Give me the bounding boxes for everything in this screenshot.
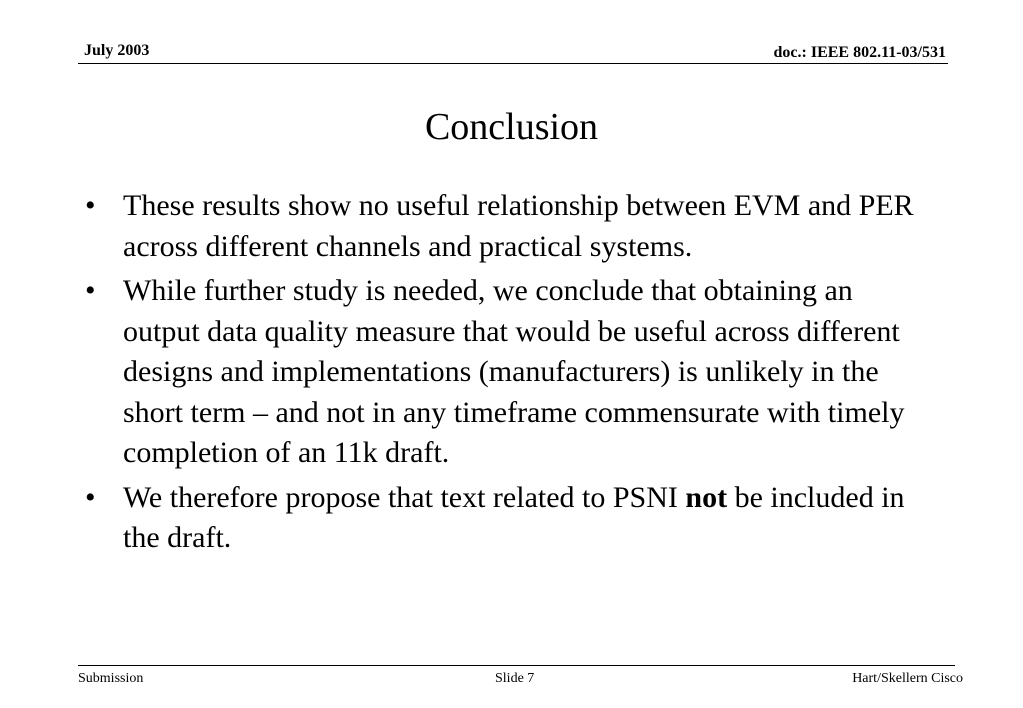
footer-submission: Submission — [78, 671, 144, 686]
bullet-text — [123, 481, 905, 555]
slide-title: Conclusion — [424, 106, 599, 148]
bullet-text-before: We therefore propose that text related to PSNI — [123, 480, 686, 514]
bullet-list — [85, 186, 935, 563]
bullet-text-after: be included in the draft. — [123, 480, 905, 554]
header-date: July 2003 — [84, 42, 150, 59]
bullet-marker: • — [85, 189, 96, 222]
footer-authors: Hart/Skellern Cisco — [852, 671, 963, 686]
bullet-marker: • — [85, 274, 96, 307]
bullet-item — [85, 478, 935, 559]
header-divider — [78, 63, 948, 64]
bullet-text: While further study is needed, we conclude that obtaining an output data quality measure that would be useful across different designs and implementations (manufacturers) is unlikely in the short term – and not in any timeframe commensurate with timely completion of an 11k draft. — [123, 274, 905, 469]
bullet-emphasis: not — [685, 480, 728, 514]
bullet-item — [85, 186, 935, 267]
bullet-text: These results show no useful relationship between EVM and PER across different channels and practical systems. — [123, 189, 914, 263]
footer-divider — [78, 665, 955, 666]
footer-slide-number: Slide 7 — [495, 671, 535, 686]
header-doc-id: doc.: IEEE 802.11-03/531 — [773, 44, 946, 61]
bullet-item — [85, 271, 935, 474]
bullet-marker: • — [85, 480, 96, 514]
